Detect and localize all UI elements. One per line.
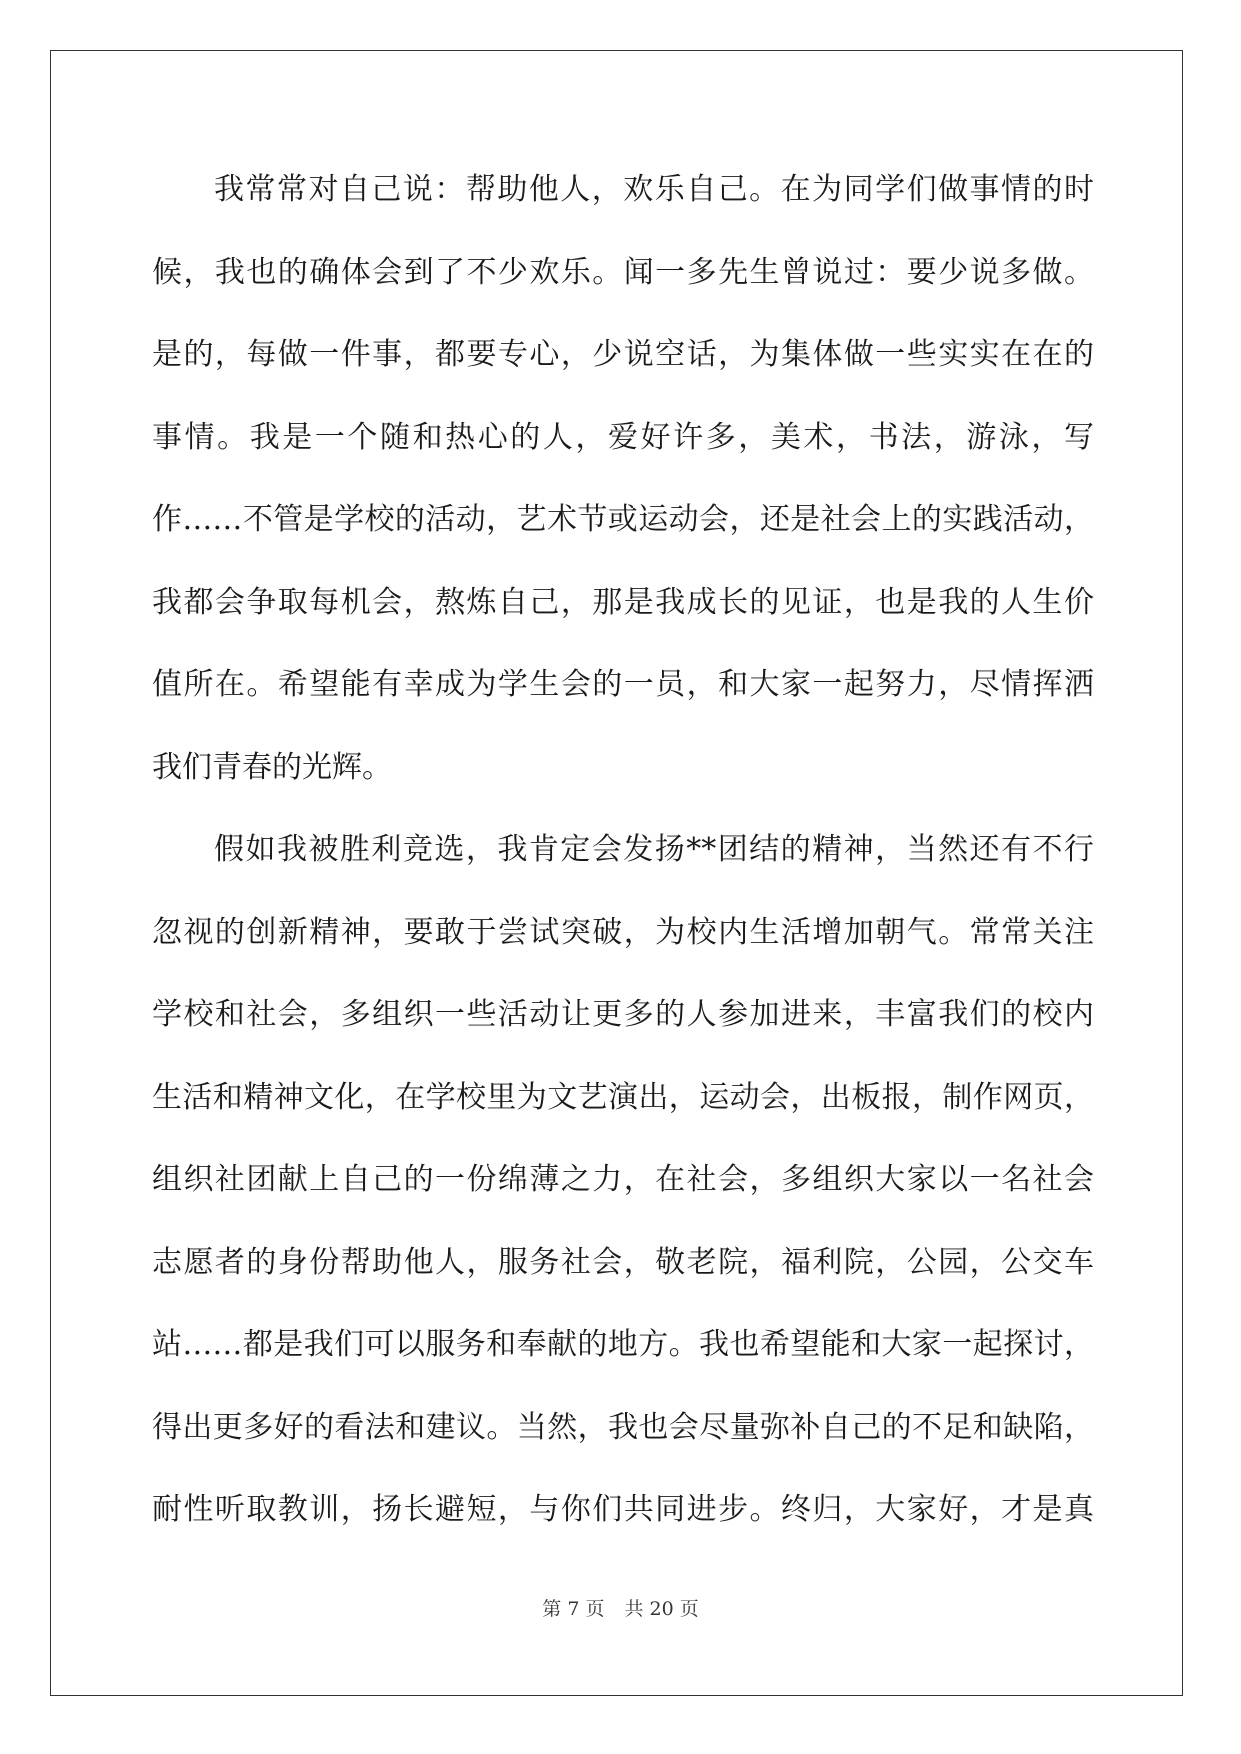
text-line-16: 得出更多好的看法和建议。当然，我也会尽量弥补自己的不足和缺陷， [152,1409,1094,1445]
text-line-5: 作……不管是学校的活动，艺术节或运动会，还是社会上的实践活动， [152,502,1094,537]
text-line-14: 志愿者的身份帮助他人，服务社会，敬老院，福利院，公园，公交车 [152,1244,1094,1280]
text-line-1: 我常常对自己说：帮助他人，欢乐自己。在为同学们做事情的时 [214,172,1094,207]
text-line-3: 是的，每做一件事，都要专心，少说空话，为集体做一些实实在在的 [152,337,1094,372]
page-total: 共 20 页 [624,1598,699,1620]
text-line-8: 我们青春的光辉。 [152,749,392,785]
text-line-13: 组织社团献上自己的一份绵薄之力，在社会，多组织大家以一名社会 [152,1162,1094,1197]
text-line-12: 生活和精神文化，在学校里为文艺演出，运动会，出板报，制作网页， [152,1079,1094,1115]
page-footer [0,1594,1241,1621]
text-line-4: 事情。我是一个随和热心的人，爱好许多，美术，书法，游泳，写 [152,419,1094,455]
text-line-10: 忽视的创新精神，要敢于尝试突破，为校内生活增加朝气。常常关注 [152,914,1094,950]
text-line-6: 我都会争取每机会，熬炼自己，那是我成长的见证，也是我的人生价 [152,584,1094,620]
text-line-11: 学校和社会，多组织一些活动让更多的人参加进来，丰富我们的校内 [152,997,1094,1032]
text-line-2: 候，我也的确体会到了不少欢乐。闻一多先生曾说过：要少说多做。 [152,254,1094,290]
text-line-15: 站……都是我们可以服务和奉献的地方。我也希望能和大家一起探讨， [152,1327,1094,1362]
page-number: 第 7 页 [542,1598,605,1620]
document-body [152,160,1094,1563]
text-line-7: 值所在。希望能有幸成为学生会的一员，和大家一起努力，尽情挥洒 [152,667,1094,702]
text-line-9: 假如我被胜利竞选，我肯定会发扬**团结的精神，当然还有不行 [214,832,1094,867]
text-line-17: 耐性听取教训，扬长避短，与你们共同进步。终归，大家好，才是真 [152,1492,1094,1527]
